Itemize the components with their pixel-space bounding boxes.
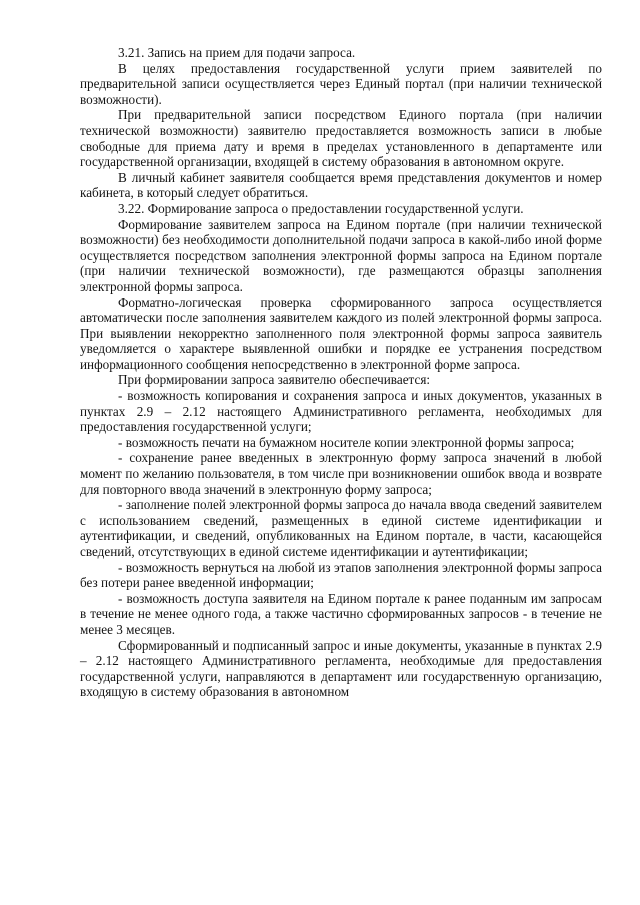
- paragraph: Форматно-логическая проверка сформированного запроса осуществляется автоматически после заполнения заявителем каждого из полей электронной формы запроса. При выявлении некорректно заполненного поля электронной формы запроса заявитель уведомляется о характере выявленной ошибки и порядке ее устранения посредством информационного сообщения непосредственно в электронной форме запроса.: [80, 294, 602, 372]
- paragraph: При предварительной записи посредством Единого портала (при наличии технической возможности) заявителю предоставляется возможность записи в любые свободные для приема дату и время в пределах установленного в департаменте или государственной организации, входящей в систему образования в автономном округе.: [80, 107, 602, 170]
- list-item: - возможность копирования и сохранения запроса и иных документов, указанных в пунктах 2.9 – 2.12 настоящего Административного регламента, необходимых для предоставления государственной услуги;: [80, 388, 602, 435]
- paragraph: В личный кабинет заявителя сообщается время представления документов и номер кабинета, в который следует обратиться.: [80, 169, 602, 201]
- paragraph: При формировании запроса заявителю обеспечивается:: [118, 372, 431, 388]
- section-heading-3-22: 3.22. Формирование запроса о предоставлении государственной услуги.: [118, 200, 524, 216]
- paragraph: Формирование заявителем запроса на Едином портале (при наличии технической возможности) без необходимости дополнительной подачи запроса в какой-либо иной форме осуществляется посредством заполнения электронной формы запроса на Едином портале (при наличии технической возможности), где размещаются образцы заполнения электронной формы запроса.: [80, 216, 602, 294]
- list-item: - сохранение ранее введенных в электронную форму запроса значений в любой момент по желанию пользователя, в том числе при возникновении ошибок ввода и возврате для повторного ввода значений в электронную форму запроса;: [80, 450, 602, 497]
- paragraph: В целях предоставления государственной услуги прием заявителей по предварительной записи осуществляется через Единый портал (при наличии технической возможности).: [80, 60, 602, 107]
- list-item: - возможность доступа заявителя на Едином портале к ранее поданным им запросам в течение не менее одного года, а также частично сформированных запросов - в течение не менее 3 месяцев.: [80, 590, 602, 637]
- list-item: - возможность печати на бумажном носителе копии электронной формы запроса;: [118, 434, 575, 450]
- list-item: - заполнение полей электронной формы запроса до начала ввода сведений заявителем с использованием сведений, размещенных в единой системе идентификации и аутентификации, и сведений, опубликованных на Едином портале, в части, касающейся сведений, отсутствующих в единой системе идентификации и аутентификации;: [80, 497, 602, 559]
- section-heading-3-21: 3.21. Запись на прием для подачи запроса.: [118, 45, 356, 60]
- paragraph: Сформированный и подписанный запрос и иные документы, указанные в пунктах 2.9 – 2.12 настоящего Административного регламента, необходимые для предоставления государственной услуги, направляются в департамент или государственную организацию, входящую в систему образования в автономном: [80, 637, 602, 700]
- list-item: - возможность вернуться на любой из этапов заполнения электронной формы запроса без потери ранее введенной информации;: [80, 559, 602, 591]
- document-page: [80, 45, 602, 700]
